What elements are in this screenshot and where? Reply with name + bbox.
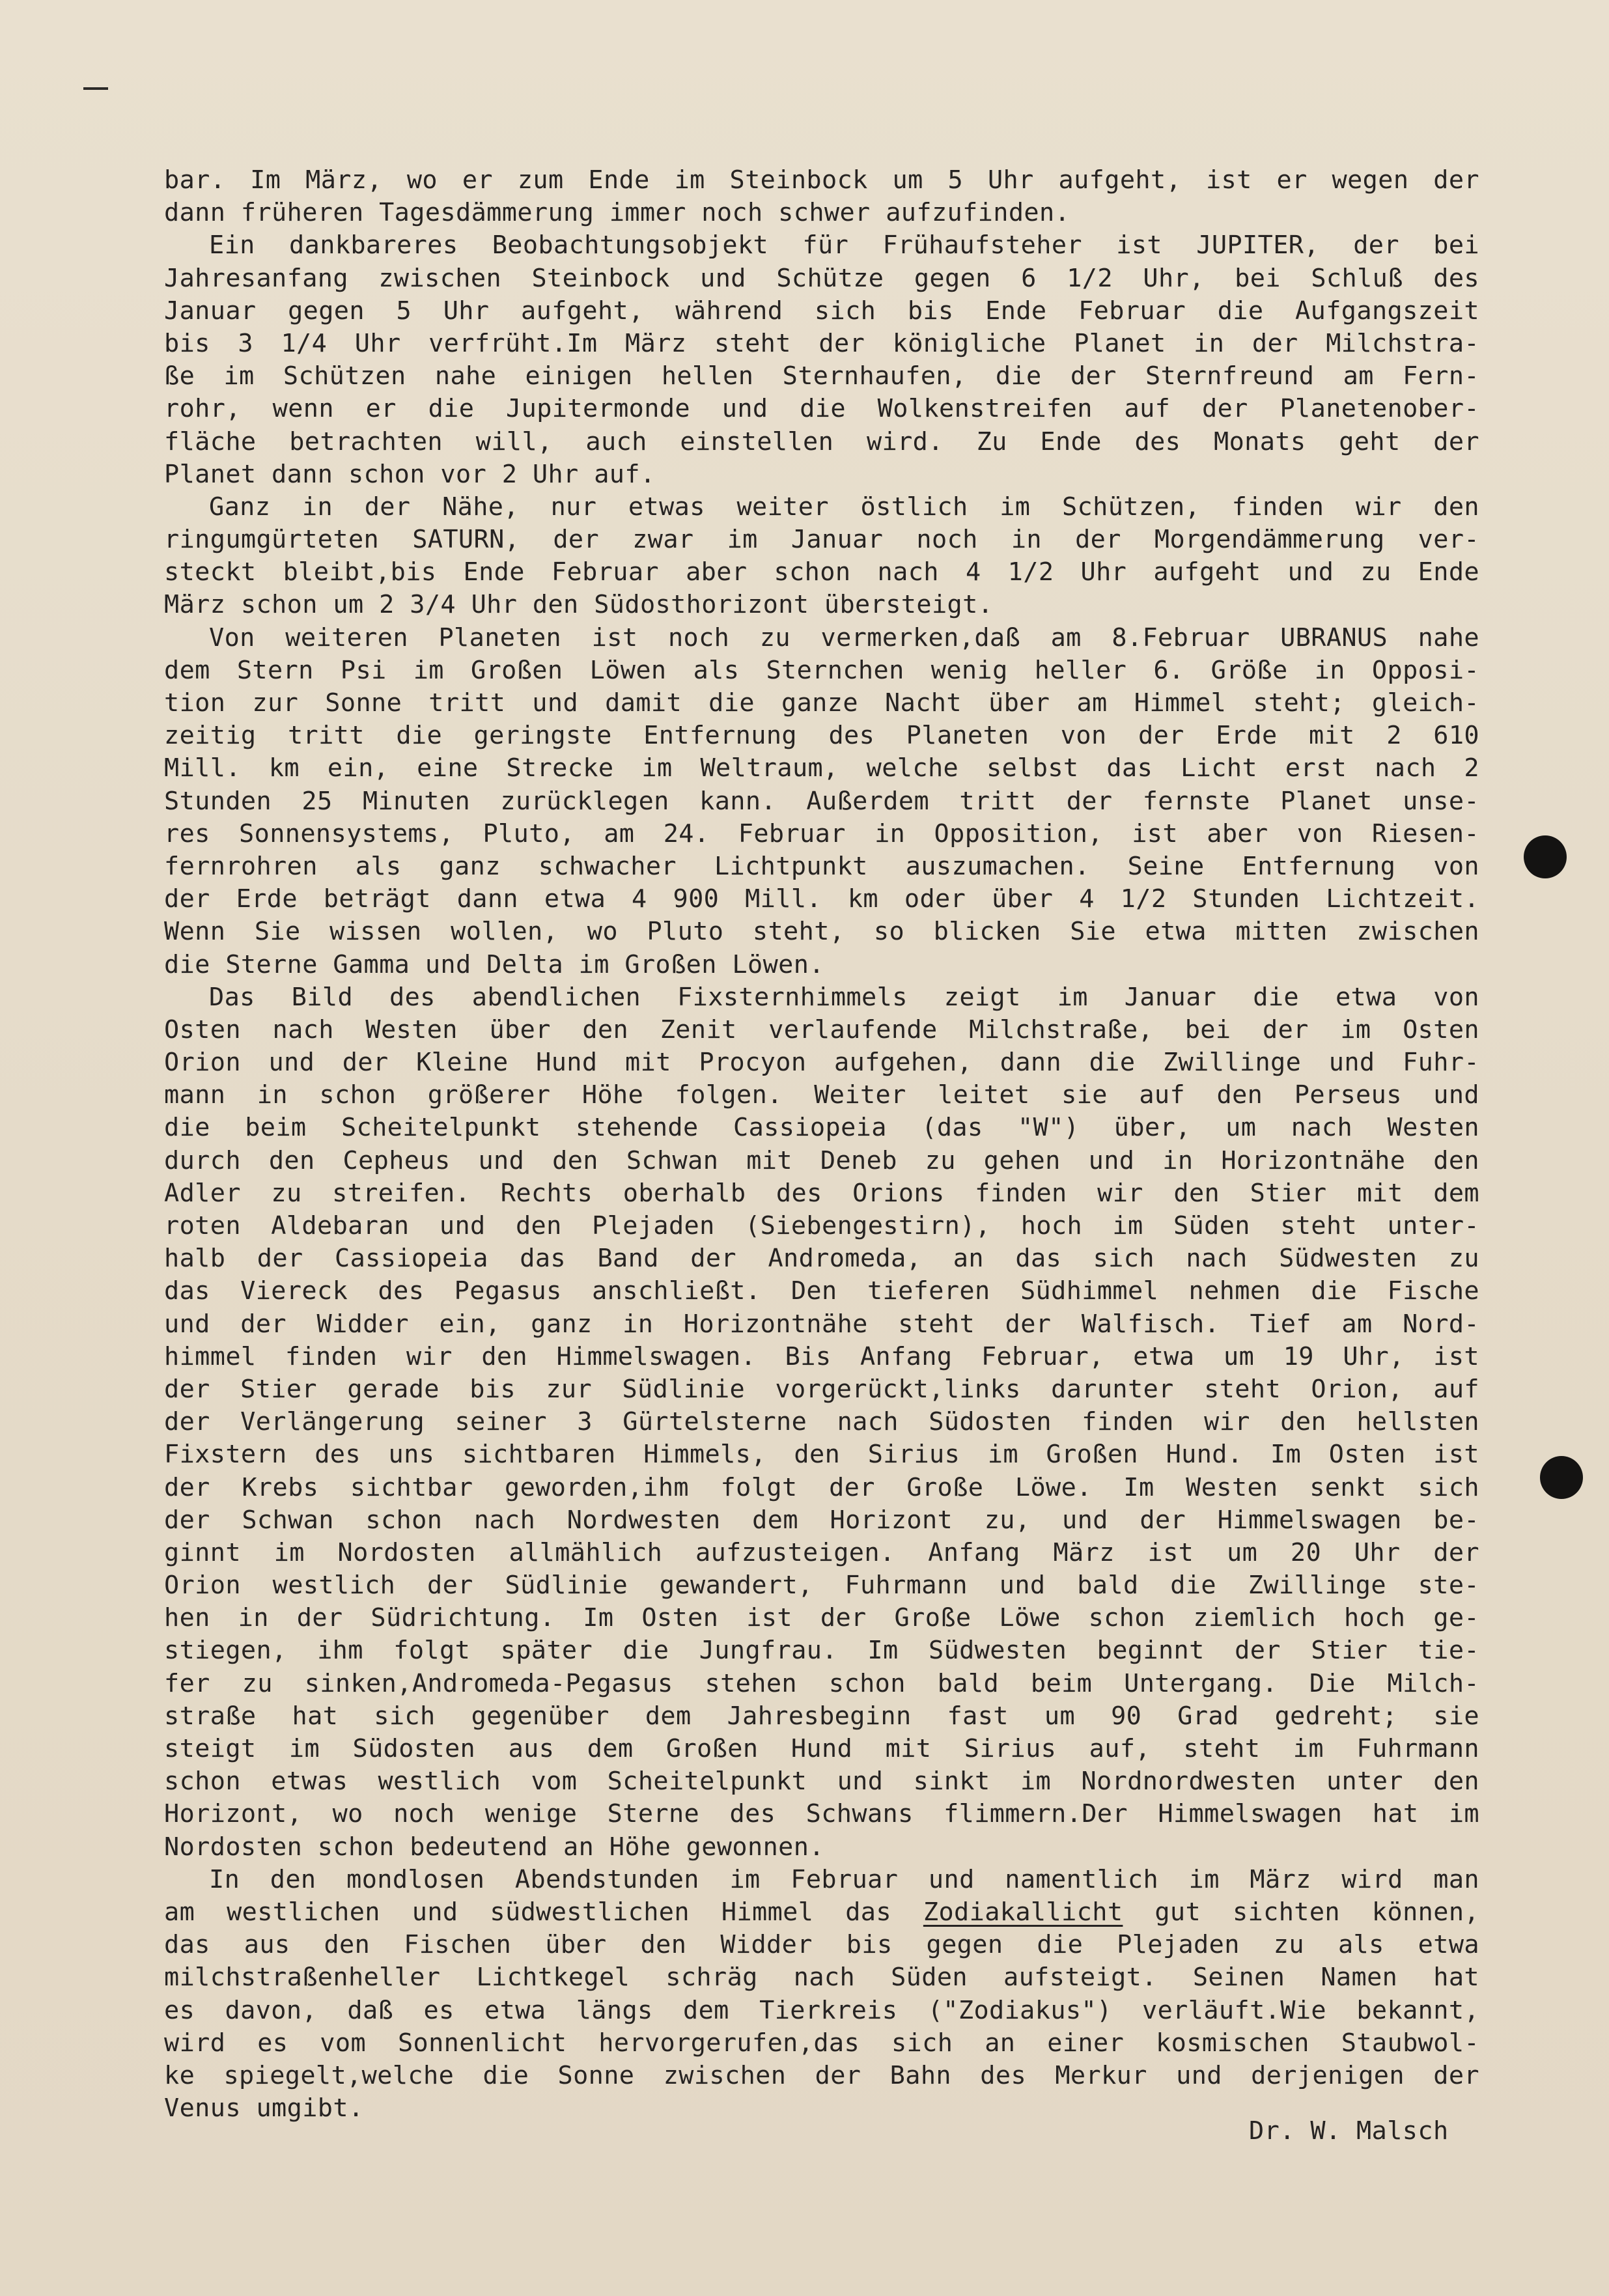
text-line: Ganz in der Nähe, nur etwas weiter östlich im Schützen, finden wir den	[209, 492, 1479, 522]
text-line: res Sonnensystems, Pluto, am 24. Februar in Opposition, ist aber von Riesen-	[164, 819, 1479, 848]
text-line: Von weiteren Planeten ist noch zu vermerken,daß am 8.Februar UBRANUS nahe	[209, 623, 1479, 652]
text-line: himmel finden wir den Himmelswagen. Bis Anfang Februar, etwa um 19 Uhr, ist	[164, 1341, 1479, 1371]
text-line: fernrohren als ganz schwacher Lichtpunkt auszumachen. Seine Entfernung von	[164, 851, 1479, 881]
text-line: die Sterne Gamma und Delta im Großen Löwen.	[164, 949, 824, 979]
text-line: die beim Scheitelpunkt stehende Cassiopeia (das "W") über, um nach Westen	[164, 1113, 1479, 1143]
text-line: dem Stern Psi im Großen Löwen als Sternchen wenig heller 6. Größe in Opposi-	[164, 655, 1479, 685]
text-line: Ein dankbareres Beobachtungsobjekt für Frühaufsteher ist JUPITER, der bei	[209, 231, 1479, 260]
text-line: In den mondlosen Abendstunden im Februar und namentlich im März wird man	[209, 1864, 1479, 1894]
text-line: mann in schon größerer Höhe folgen. Weiter leitet sie auf den Perseus und	[164, 1080, 1479, 1110]
text-line: der Erde beträgt dann etwa 4 900 Mill. km oder über 4 1/2 Stunden Lichtzeit.	[164, 884, 1479, 914]
text-line: Januar gegen 5 Uhr aufgeht, während sich bis Ende Februar die Aufgangszeit	[164, 296, 1479, 326]
text-line: Horizont, wo noch wenige Sterne des Schwans flimmern.Der Himmelswagen hat im	[164, 1799, 1479, 1829]
text-line: rohr, wenn er die Jupitermonde und die Wolkenstreifen auf der Planetenober-	[164, 394, 1479, 424]
text-line: ke spiegelt,welche die Sonne zwischen der Bahn des Merkur und derjenigen der	[164, 2060, 1479, 2090]
text-line: Fixstern des uns sichtbaren Himmels, den Sirius im Großen Hund. Im Osten ist	[164, 1440, 1479, 1470]
text-line: bar. Im März, wo er zum Ende im Steinbock um 5 Uhr aufgeht, ist er wegen der	[164, 165, 1479, 195]
text-line: bis 3 1/4 Uhr verfrüht.Im März steht der königliche Planet in der Milchstra-	[164, 328, 1479, 358]
text-line: durch den Cepheus und den Schwan mit Deneb zu gehen und in Horizontnähe den	[164, 1145, 1479, 1175]
document-body	[164, 164, 1479, 2125]
text-line: Nordosten schon bedeutend an Höhe gewonnen.	[164, 1832, 824, 1862]
text-line: das aus den Fischen über den Widder bis gegen die Plejaden zu als etwa	[164, 1930, 1479, 1960]
text-line: zeitig tritt die geringste Entfernung des Planeten von der Erde mit 2 610	[164, 721, 1479, 751]
text-line: milchstraßenheller Lichtkegel schräg nach Süden aufsteigt. Seinen Namen hat	[164, 1963, 1479, 1993]
punch-hole-upper	[1524, 835, 1567, 878]
text-line: der Stier gerade bis zur Südlinie vorgerückt,links darunter steht Orion, auf	[164, 1374, 1479, 1404]
text-line: steigt im Südosten aus dem Großen Hund mit Sirius auf, steht im Fuhrmann	[164, 1734, 1479, 1763]
margin-mark	[83, 87, 108, 90]
author-signature: Dr. W. Malsch	[1249, 2116, 1449, 2146]
text-line: schon etwas westlich vom Scheitelpunkt und sinkt im Nordnordwesten unter den	[164, 1767, 1479, 1797]
text-line: Planet dann schon vor 2 Uhr auf.	[164, 459, 656, 489]
text-line: ße im Schützen nahe einigen hellen Sternhaufen, die der Sternfreund am Fern-	[164, 361, 1479, 391]
text-line: wird es vom Sonnenlicht hervorgerufen,das sich an einer kosmischen Staubwol-	[164, 2028, 1479, 2058]
text-line: Orion westlich der Südlinie gewandert, Fuhrmann und bald die Zwillinge ste-	[164, 1571, 1479, 1601]
text-line: steckt bleibt,bis Ende Februar aber schon nach 4 1/2 Uhr aufgeht und zu Ende	[164, 557, 1479, 587]
text-line: Adler zu streifen. Rechts oberhalb des Orions finden wir den Stier mit dem	[164, 1178, 1479, 1208]
text-line: Orion und der Kleine Hund mit Procyon aufgehen, dann die Zwillinge und Fuhr-	[164, 1048, 1479, 1078]
text-line: Venus umgibt.	[164, 2093, 364, 2123]
text-line: Mill. km ein, eine Strecke im Weltraum, welche selbst das Licht erst nach 2	[164, 753, 1479, 783]
text-line: hen in der Südrichtung. Im Osten ist der Große Löwe schon ziemlich hoch ge-	[164, 1603, 1479, 1633]
text-line: tion zur Sonne tritt und damit die ganze Nacht über am Himmel steht; gleich-	[164, 688, 1479, 718]
text-line: stiegen, ihm folgt später die Jungfrau. Im Südwesten beginnt der Stier tie-	[164, 1636, 1479, 1666]
text-line: roten Aldebaran und den Plejaden (Siebengestirn), hoch im Süden steht unter-	[164, 1211, 1479, 1240]
text-line: Osten nach Westen über den Zenit verlaufende Milchstraße, bei der im Osten	[164, 1015, 1479, 1044]
text-line: Jahresanfang zwischen Steinbock und Schütze gegen 6 1/2 Uhr, bei Schluß des	[164, 263, 1479, 293]
text-line: das Viereck des Pegasus anschließt. Den tieferen Südhimmel nehmen die Fische	[164, 1276, 1479, 1306]
underlined-term: Zodiakallicht	[923, 1897, 1123, 1927]
text-line: straße hat sich gegenüber dem Jahresbeginn fast um 90 Grad gedreht; sie	[164, 1701, 1479, 1731]
text-line: der Krebs sichtbar geworden,ihm folgt der Große Löwe. Im Westen senkt sich	[164, 1472, 1479, 1502]
text-segment: am westlichen und südwestlichen Himmel das	[164, 1897, 923, 1927]
text-line: Stunden 25 Minuten zurücklegen kann. Außerdem tritt der fernste Planet unse-	[164, 786, 1479, 816]
text-line: der Verlängerung seiner 3 Gürtelsterne nach Südosten finden wir den hellsten	[164, 1407, 1479, 1437]
text-line: ringumgürteten SATURN, der zwar im Januar noch in der Morgendämmerung ver-	[164, 525, 1479, 555]
punch-hole-lower	[1540, 1456, 1583, 1499]
text-line: März schon um 2 3/4 Uhr den Südosthorizont übersteigt.	[164, 590, 994, 620]
text-line: Das Bild des abendlichen Fixsternhimmels zeigt im Januar die etwa von	[209, 982, 1479, 1012]
text-line: Wenn Sie wissen wollen, wo Pluto steht, so blicken Sie etwa mitten zwischen	[164, 917, 1479, 947]
text-line: es davon, daß es etwa längs dem Tierkreis ("Zodiakus") verläuft.Wie bekannt,	[164, 1995, 1479, 2025]
text-line	[164, 1896, 1479, 1929]
text-line: ginnt im Nordosten allmählich aufzusteigen. Anfang März ist um 20 Uhr der	[164, 1537, 1479, 1567]
text-line: und der Widder ein, ganz in Horizontnähe steht der Walfisch. Tief am Nord-	[164, 1309, 1479, 1339]
text-line: fläche betrachten will, auch einstellen wird. Zu Ende des Monats geht der	[164, 427, 1479, 456]
text-segment: gut sichten können,	[1123, 1897, 1479, 1927]
text-line: fer zu sinken,Andromeda-Pegasus stehen schon bald beim Untergang. Die Milch-	[164, 1668, 1479, 1698]
text-line: dann früheren Tagesdämmerung immer noch schwer aufzufinden.	[164, 198, 1070, 228]
text-line: der Schwan schon nach Nordwesten dem Horizont zu, und der Himmelswagen be-	[164, 1505, 1479, 1535]
text-line: halb der Cassiopeia das Band der Andromeda, an das sich nach Südwesten zu	[164, 1244, 1479, 1274]
